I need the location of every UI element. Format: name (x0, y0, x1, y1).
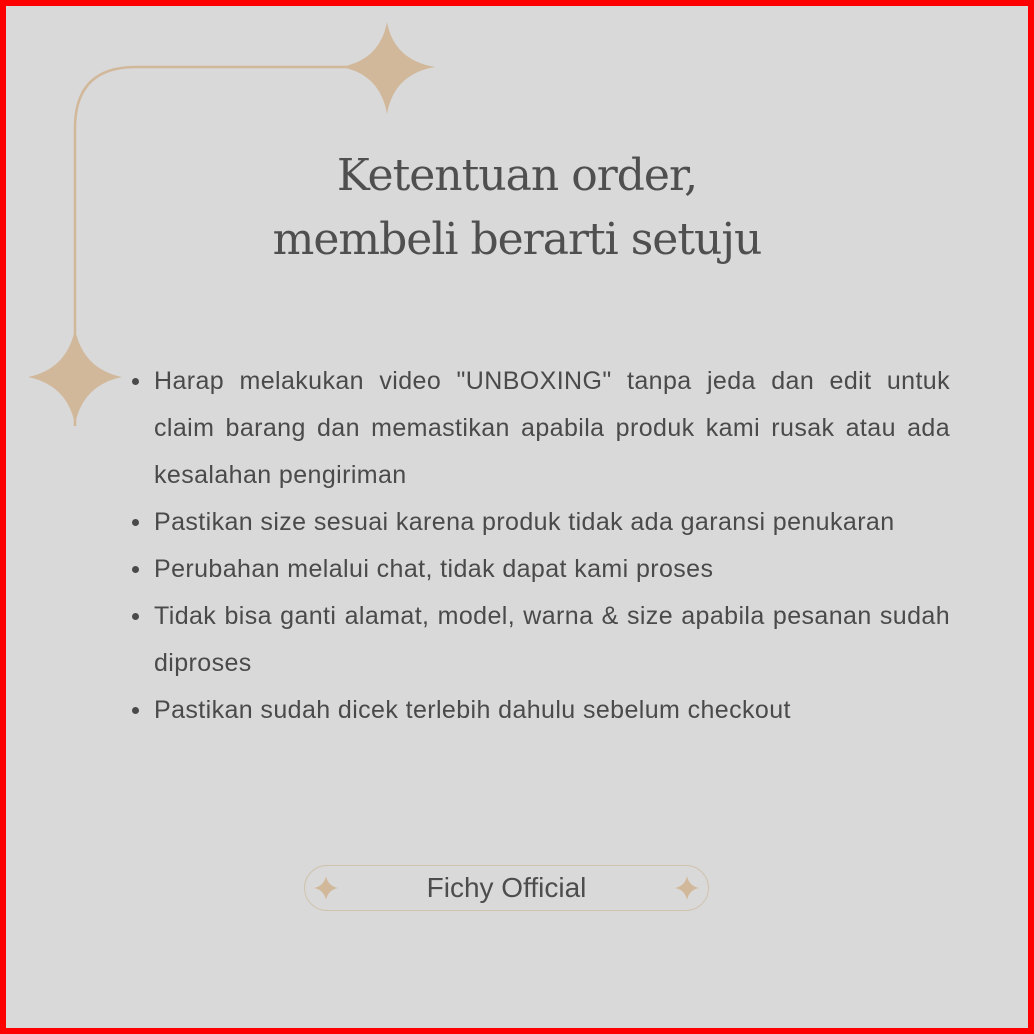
rules-list (130, 358, 950, 734)
brand-badge (304, 865, 709, 911)
list-item: Harap melakukan video "UNBOXING" tanpa jeda dan edit untuk claim barang dan memastikan apabila produk kami rusak atau ada kesalahan pengiriman (154, 358, 950, 499)
list-item: Perubahan melalui chat, tidak dapat kami proses (154, 546, 950, 593)
sparkle-icon (341, 22, 435, 114)
list-item: Tidak bisa ganti alamat, model, warna & size apabila pesanan sudah diproses (154, 593, 950, 687)
sparkle-icon (28, 329, 122, 424)
page-title (6, 144, 1028, 272)
title-line-2: membeli berarti setuju (272, 214, 762, 265)
list-item: Pastikan size sesuai karena produk tidak ada garansi penukaran (154, 499, 950, 546)
brand-name: Fichy Official (426, 872, 587, 903)
title-line-1: Ketentuan order, (336, 150, 698, 201)
sparkle-icon (674, 875, 700, 901)
list-item: Pastikan sudah dicek terlebih dahulu sebelum checkout (154, 687, 950, 734)
terms-card (6, 6, 1028, 1028)
